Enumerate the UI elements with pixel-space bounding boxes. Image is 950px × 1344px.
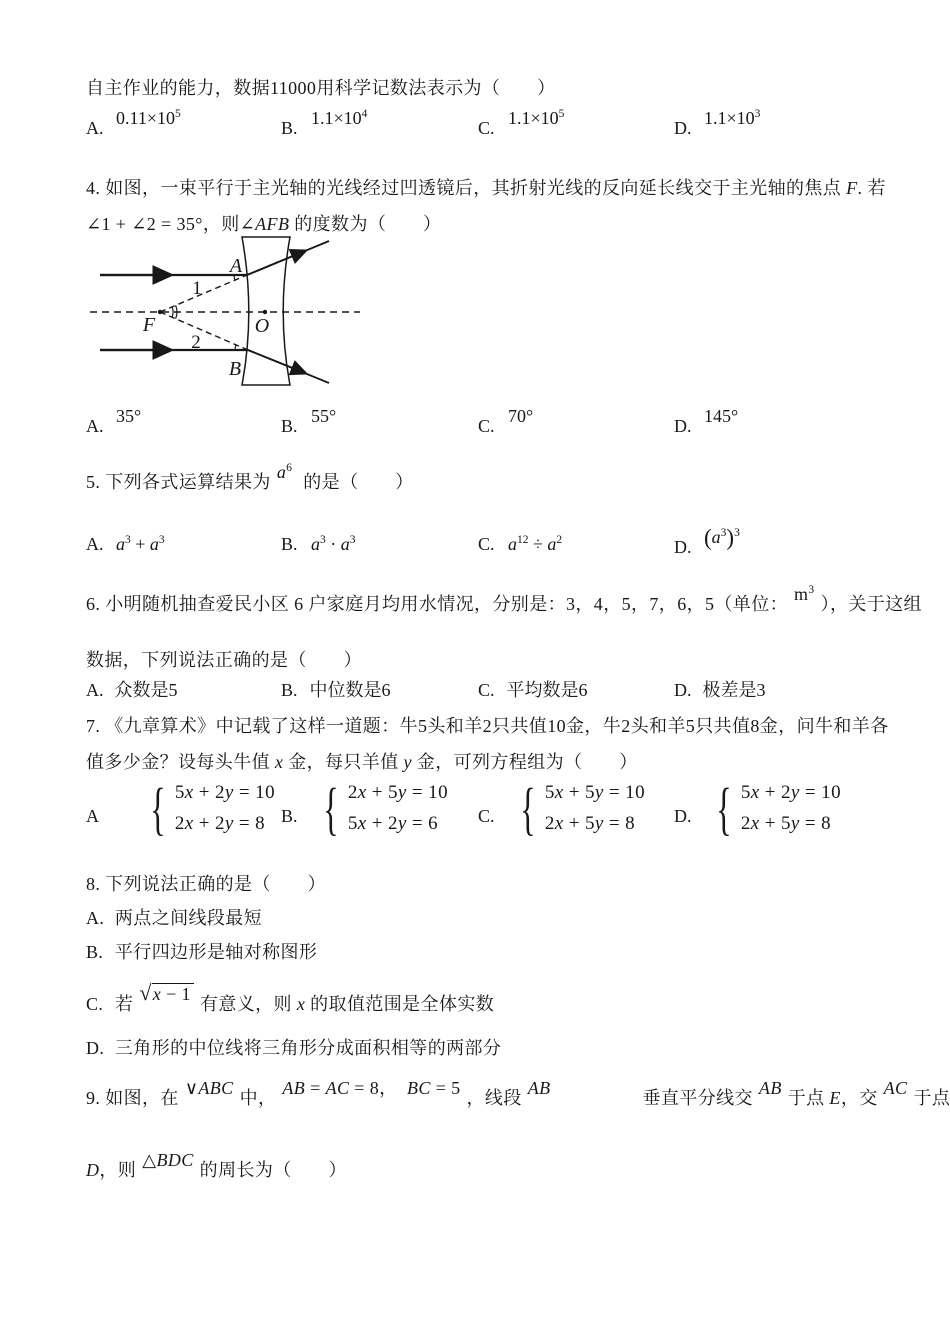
- option-label: A.: [86, 534, 104, 554]
- equation-2: 2x + 2y = 8: [174, 813, 266, 834]
- q3-option-d: [674, 108, 766, 141]
- option-formula: $0.11\times 10^5$: [116, 108, 181, 128]
- q6-option-d: [674, 678, 766, 703]
- option-label: C.: [478, 680, 495, 700]
- equation-1: 5x + 2y = 10: [174, 782, 275, 804]
- angle-F-arc-inner: [172, 307, 173, 317]
- focal-point-dot: [158, 310, 162, 314]
- equation-2: 2x + 5y = 8: [544, 813, 636, 834]
- left-brace: {: [323, 776, 339, 841]
- option-label: A.: [86, 118, 104, 138]
- option-formula: $(a^3)^3$: [704, 525, 740, 550]
- q8-stem: 8. 下列说法正确的是（ ）: [86, 874, 326, 894]
- equation-system: [514, 776, 645, 841]
- option-label: D.: [674, 537, 692, 557]
- q4-option-c: [478, 406, 539, 439]
- left-brace: {: [716, 776, 732, 841]
- option-label: C.: [478, 416, 495, 436]
- q6-stem-line2: 数据，下列说法正确的是（ ）: [86, 650, 362, 670]
- option-label: A.: [86, 416, 104, 436]
- q4-option-b: [281, 406, 342, 439]
- q9-stem-line1: 9. 如图，在 ∨ABC 中， AB = AC = 8， BC = 5 ，线段 AB 垂直平分线交 AB 于点 E，交 AC 于点: [86, 1078, 950, 1108]
- q3-option-b: [281, 108, 373, 141]
- option-formula: $1.1\times 10^5$: [508, 108, 565, 128]
- option-text: 两点之间线段最短: [114, 908, 263, 928]
- q8-option-d: [86, 1036, 501, 1061]
- q6-option-c: [478, 678, 588, 703]
- q8-option-a: [86, 906, 262, 931]
- left-brace: {: [520, 776, 536, 841]
- equation-1: 2x + 5y = 10: [347, 782, 448, 804]
- option-label: B.: [281, 118, 298, 138]
- q5-option-a: [86, 532, 165, 557]
- q8-option-b: [86, 940, 317, 965]
- option-label: A: [86, 806, 99, 826]
- lens-center-dot: [263, 310, 267, 314]
- left-brace: {: [150, 776, 166, 841]
- option-text: 三角形的中位线将三角形分成面积相等的两部分: [114, 1038, 502, 1058]
- q5-option-d: [674, 525, 746, 564]
- q7-stem-line1: 7. 《九章算术》中记载了这样一道题：牛5头和羊2只共值10金，牛2头和羊5只共值8金，问牛和羊各: [86, 716, 889, 736]
- label-O: O: [254, 315, 270, 337]
- option-text: 若 √x − 1 有意义，则 x 的取值范围是全体实数: [114, 980, 495, 1014]
- label-B: B: [228, 358, 242, 380]
- q4-option-d: [674, 406, 744, 439]
- q6-option-b: [281, 678, 391, 703]
- option-label: B.: [281, 416, 298, 436]
- q4-stem-line2: ∠1 + ∠2 = 35°，则∠AFB 的度数为（ ）: [86, 214, 442, 234]
- option-text: 极差是3: [702, 680, 766, 700]
- option-label: D.: [86, 1038, 105, 1058]
- refracted-ray-top-arrow: [247, 251, 305, 275]
- option-label: D.: [674, 118, 692, 138]
- option-text: 众数是5: [114, 680, 178, 700]
- q7-option-d: [674, 776, 841, 841]
- option-label: C.: [86, 994, 104, 1014]
- q5-option-c: [478, 532, 562, 557]
- equation-1: 5x + 5y = 10: [544, 782, 645, 804]
- option-formula: 55°: [311, 406, 337, 426]
- option-label: B.: [281, 534, 298, 554]
- label-F: F: [142, 314, 156, 336]
- option-formula: $1.1\times 10^3$: [704, 108, 761, 128]
- q3-stem: 自主作业的能力，数据11000用科学记数法表示为（ ）: [86, 78, 556, 98]
- option-formula: $a^{12} \div a^2$: [508, 534, 563, 554]
- label-angle-2: 2: [191, 332, 201, 353]
- label-A: A: [229, 255, 243, 277]
- option-formula: 70°: [508, 406, 534, 426]
- q4-option-a: [86, 406, 147, 439]
- q3-option-c: [478, 108, 570, 141]
- equation-system: [144, 776, 275, 841]
- option-formula: $a^3 + a^3$: [116, 534, 165, 554]
- option-text: 平行四边形是轴对称图形: [114, 942, 318, 962]
- option-label: A.: [86, 680, 104, 700]
- option-label: D.: [674, 416, 692, 436]
- label-angle-1: 1: [192, 278, 202, 299]
- q5-option-b: [281, 532, 356, 557]
- q7-option-b: [281, 776, 448, 841]
- equation-system: [710, 776, 841, 841]
- option-formula: $1.1\times 10^4$: [311, 108, 368, 128]
- option-label: C.: [478, 806, 495, 826]
- equation-1: 5x + 2y = 10: [740, 782, 841, 804]
- equation-2: 2x + 5y = 8: [740, 813, 832, 834]
- option-label: B.: [281, 680, 298, 700]
- option-label: D.: [674, 806, 692, 826]
- extension-line-to-B: [160, 312, 248, 350]
- option-label: B.: [281, 806, 298, 826]
- equation-system: [317, 776, 448, 841]
- q9-stem-line2: D，则 △BDC 的周长为（ ）: [86, 1150, 347, 1180]
- option-formula: 145°: [704, 406, 739, 426]
- refracted-ray-bottom-arrow: [248, 350, 305, 373]
- option-label: C.: [478, 534, 495, 554]
- lens-diagram-svg: [86, 232, 386, 392]
- extension-line-to-A: [160, 275, 247, 312]
- option-text: 平均数是6: [506, 680, 588, 700]
- q8-option-c: [86, 980, 495, 1019]
- q7-stem-line2: 值多少金？设每头牛值 x 金，每只羊值 y 金，可列方程组为（ ）: [86, 752, 638, 772]
- option-formula: 35°: [116, 406, 142, 426]
- option-label: A.: [86, 908, 105, 928]
- option-formula: $a^3 \cdot a^3$: [311, 534, 356, 554]
- option-text: 中位数是6: [309, 680, 391, 700]
- option-label: C.: [478, 118, 495, 138]
- q6-stem-line1: 6. 小明随机抽查爱民小区 6 户家庭月均用水情况，分别是：3，4，5，7，6，5（单位： $m^3$），关于这组: [86, 584, 922, 614]
- q7-option-c: [478, 776, 645, 841]
- option-label: B.: [86, 942, 104, 962]
- equation-2: 5x + 2y = 6: [347, 813, 439, 834]
- q6-option-a: [86, 678, 178, 703]
- q3-option-a: [86, 108, 187, 141]
- q4-stem-line1: 4. 如图，一束平行于主光轴的光线经过凹透镜后，其折射光线的反向延长线交于主光轴的焦点 F. 若: [86, 178, 886, 198]
- q5-stem: 5. 下列各式运算结果为 $a^6$ 的是（ ）: [86, 462, 414, 492]
- concave-lens-figure: [86, 232, 386, 399]
- option-label: D.: [674, 680, 692, 700]
- q7-option-a: [86, 776, 275, 841]
